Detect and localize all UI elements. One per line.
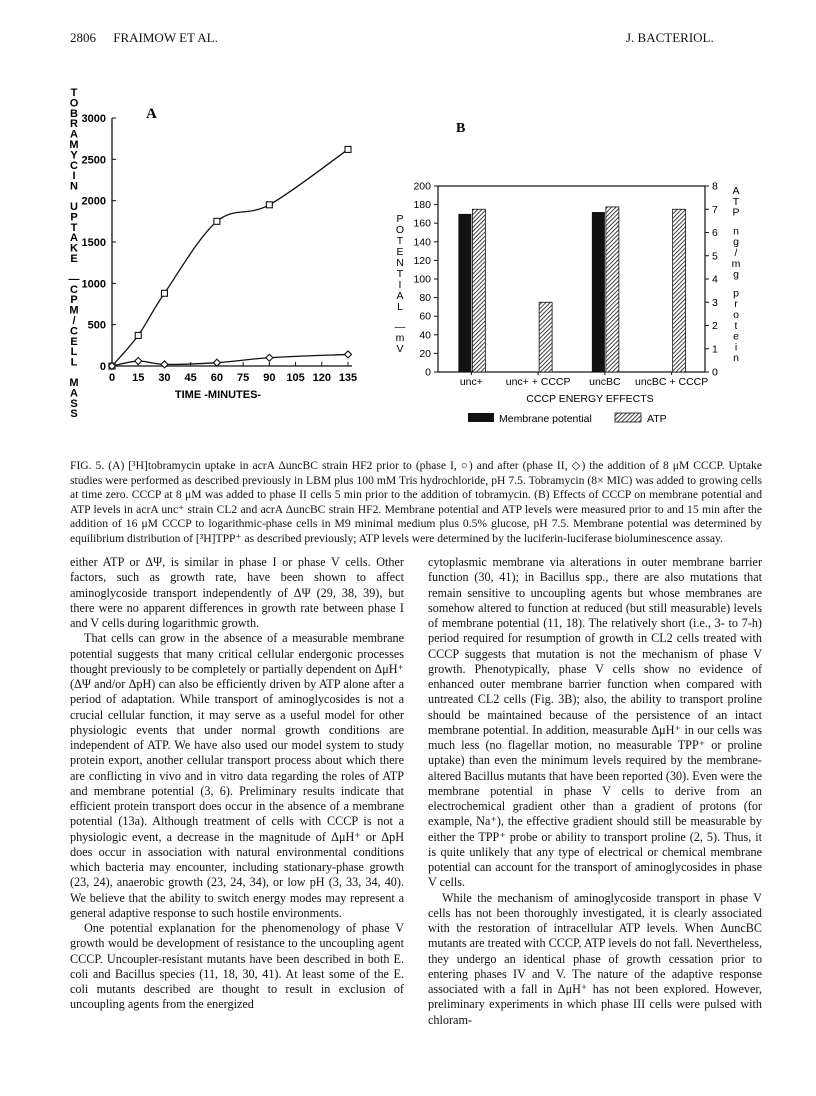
- ylabel-letter: —: [394, 321, 406, 333]
- y2-tick-label: 8: [712, 180, 718, 193]
- paragraph: One potential explanation for the phenomenology of phase V growth would be development of resistance to the uncoupling agent CCCP. Uncoupler-resistant mutants have been described in both E. coli and Bacillus species (11, 18, 30, 41). At least some of the E. coli mutants described are thought to result in exclusion of uncoupling agents from the energized: [70, 921, 404, 1012]
- ylabel-letter: M: [69, 304, 79, 317]
- y-tick-label: 0: [99, 361, 106, 373]
- panel-a-ylabel: [69, 87, 80, 420]
- ylabel-letter: U: [70, 201, 78, 213]
- ylabel-letter: T: [70, 221, 78, 234]
- y-tick-label: 500: [87, 319, 106, 332]
- y-tick-label: 2000: [81, 195, 106, 208]
- ylabel-letter: A: [70, 128, 78, 141]
- legend-swatch-atp: [615, 413, 641, 422]
- y2label-letter: n: [733, 352, 739, 365]
- y2label-letter: t: [734, 319, 738, 332]
- y2label-letter: g: [733, 236, 739, 249]
- ylabel-letter: N: [70, 180, 78, 193]
- y2-tick-label: 7: [712, 203, 718, 216]
- x-tick-label: 15: [132, 372, 145, 384]
- y2label-letter: o: [733, 309, 739, 321]
- ylabel-letter: P: [396, 213, 404, 225]
- x-tick-label: 120: [312, 372, 331, 384]
- panel-b-y2label: [732, 185, 741, 364]
- ylabel-letter: I: [72, 170, 76, 183]
- journal-name: J. BACTERIOL.: [626, 30, 714, 45]
- bar-membrane-potential: [592, 212, 605, 372]
- y2label-letter: P: [732, 206, 740, 219]
- data-point: [135, 332, 141, 338]
- series-line-1: [112, 354, 348, 366]
- x-tick-label: 90: [263, 372, 276, 384]
- y2label-letter: r: [734, 298, 738, 311]
- ylabel-letter: E: [70, 335, 78, 348]
- figure-panel-b: [390, 110, 750, 440]
- ylabel-letter: m: [395, 332, 405, 344]
- y2-tick-label: 6: [712, 227, 718, 239]
- y-tick-label: 1000: [81, 278, 106, 291]
- paragraph: cytoplasmic membrane via alterations in outer membrane barrier function (30, 41); in Bacillus spp., there are also mutations that remain sensitive to uncoupling agents but whose membranes are somehow altered to function at reduced (but still measurable) levels of membrane potential (11, 18). The relatively short (i.e., 3- to 7-h) period required for resumption of growth in CL2 cells treated with CCCP suggests that mutation is not the mechanism of phase V growth. Phenotypically, phase V cells show no evidence of enhanced outer membrane barrier function when compared with untreated CL2 cells (Fig. 3B); also, the ability to transport proline should be maintained because of the persistence of an intact membrane potential. In addition, measurable ΔμH⁺ in our cells was much less (no flagellar motion, no measurable TPP⁺ or proline uptake) than even the minimum levels required by the membrane-altered Bacillus mutants that have been reported (30). Even were the membrane potential in phase V cells to derive from an electrochemical gradient other than a gradient of protons (for example, Na⁺), the effective gradient should still be measurable by either the TPP⁺ probe or ability to transport proline (2, 5). Thus, it is quite unlikely that any type of electrical or chemical membrane potential can account for the transport of aminoglycosides in phase V cells.: [428, 555, 763, 890]
- paragraph: That cells can grow in the absence of a measurable membrane potential suggests that many critical cellular endergonic processes thought previously to be completely or partially dependent on ΔμH⁺ (ΔΨ and/or ΔpH) can also be efficiently driven by ATP alone after a period of adaptation. While transport of aminoglycosides is not a crucial cellular function, it may serve as a useful model for other physiologic events that under normal growth conditions are independent of ATP. We have also used our model system to study protein export, another cellular transport process about which there are conflicting in vivo and in vitro data regarding the roles of ATP and membrane potential (3, 6). Preliminary results indicate that efficient protein transport does occur in the absence of a membrane potential (13a). Although treatment of cells with CCCP is not a physiologic event, a decrease in the magnitude of ΔμH⁺ or ΔpH does occur in association with natural environmental conditions which bacteria may encounter, including stationary-phase growth (23, 24), anaerobic growth (23, 24, 34), or low pH (3, 33, 34, 40). We believe that the ability to switch energy modes may represent a general adaptive response to such hostile environments.: [70, 631, 404, 920]
- data-point: [135, 358, 142, 365]
- ylabel-letter: P: [70, 211, 78, 224]
- y2label-letter: e: [733, 330, 739, 343]
- data-point: [345, 146, 351, 152]
- y-tick-label: 140: [413, 236, 431, 249]
- category-label: unc+ + CCCP: [505, 376, 571, 388]
- ylabel-letter: S: [70, 397, 78, 410]
- ylabel-letter: T: [396, 268, 404, 280]
- data-point: [345, 351, 352, 358]
- panel-b-bars: [458, 207, 685, 372]
- running-header: [70, 30, 232, 46]
- data-point: [161, 290, 167, 296]
- ylabel-letter: T: [396, 235, 404, 247]
- data-point: [266, 354, 273, 361]
- ylabel-letter: S: [70, 408, 78, 421]
- y-tick-label: 80: [419, 292, 431, 305]
- ylabel-letter: E: [70, 253, 78, 265]
- ylabel-letter: /: [72, 315, 76, 327]
- y-tick-label: 3000: [81, 113, 106, 125]
- ylabel-letter: N: [396, 257, 404, 269]
- y2-tick-label: 2: [712, 320, 718, 332]
- ylabel-letter: I: [398, 279, 402, 291]
- y2label-letter: p: [733, 287, 739, 300]
- panel-a-series: [109, 146, 352, 369]
- ylabel-letter: L: [397, 301, 403, 313]
- ylabel-letter: L: [70, 346, 78, 359]
- y2-tick-label: 3: [712, 296, 718, 309]
- y2label-letter: n: [733, 225, 739, 238]
- paragraph: either ATP or ΔΨ, is similar in phase I or phase V cells. Other factors, such as growth rate, have been shown to affect aminoglycoside transport independently of ΔΨ (29, 38, 39), but there were no apparent differences in growth rate between phase I and V cells during logarithmic growth.: [70, 555, 404, 630]
- bar-atp: [673, 209, 686, 372]
- bar-membrane-potential: [458, 214, 471, 372]
- panel-b-label: B: [456, 121, 466, 136]
- y2label-letter: /: [734, 247, 738, 259]
- y-tick-label: 200: [413, 180, 431, 193]
- body-column-left: [70, 555, 404, 1013]
- ylabel-letter: E: [396, 246, 404, 258]
- legend-swatch-membrane: [468, 413, 494, 422]
- data-point: [214, 218, 220, 224]
- y-tick-label: 40: [419, 329, 431, 342]
- x-tick-label: 105: [286, 372, 305, 384]
- paragraph: While the mechanism of aminoglycoside transport in phase V cells has not been thoroughly investigated, it is clearly associated with the restoration of intracellular ATP levels. When ΔuncBC mutants are treated with CCCP, ATP levels do not fall. Nevertheless, they undergo an identical phase of growth cessation prior to entering phases IV and V. The nature of the adaptive response associated with a fall in ΔμH⁺ has not been explored. However, preliminary experiments in which phase III cells were pulsed with chloram-: [428, 890, 762, 1027]
- category-label: uncBC: [589, 376, 621, 388]
- y-tick-label: 160: [413, 217, 431, 230]
- panel-b-xlabel: CCCP ENERGY EFFECTS: [526, 393, 654, 405]
- legend-label-atp: ATP: [647, 413, 667, 425]
- bar-atp: [606, 207, 619, 372]
- panel-b-ylabel: [395, 213, 406, 355]
- y-tick-label: 20: [419, 347, 431, 360]
- ylabel-letter: —: [68, 273, 80, 286]
- ylabel-letter: C: [70, 325, 78, 338]
- ylabel-letter: L: [70, 356, 78, 369]
- ylabel-letter: T: [70, 87, 78, 99]
- bar-atp: [539, 302, 552, 372]
- figure-panel-a: [60, 87, 420, 421]
- ylabel-letter: V: [396, 343, 404, 355]
- category-label: unc+: [459, 376, 483, 388]
- figure-caption: FIG. 5. (A) [³H]tobramycin uptake in acrA ΔuncBC strain HF2 prior to (phase I, ○) and after (phase II, ◇) the addition of 8 μM CCCP. Uptake studies were performed as described previously in LBM plus 100 mM Tris hydrochloride, pH 7.5. Tobramycin (8× MIC) was added to growing cells at time zero. CCCP at 8 μM was added to phase II cells 5 min prior to the addition of tobramycin. (B) Effects of CCCP on membrane potential and ATP levels in acrA unc⁺ strain CL2 and acrA ΔuncBC strain HF2. Membrane potential and ATP levels were measured prior to and 15 min after the addition of 16 μM CCCP to logarithmic-phase cells in M9 minimal medium plus 0.5% glucose, pH 7.5. Membrane potential was determined by equilibrium distribution of [³H]TPP⁺ as described previously; ATP levels were determined by the luciferin-luciferase bioluminescence assay.: [70, 459, 762, 545]
- y-tick-label: 0: [425, 366, 431, 379]
- y-tick-label: 120: [413, 254, 431, 267]
- ylabel-letter: C: [70, 159, 78, 172]
- y-tick-label: 100: [413, 273, 431, 286]
- panel-b-categories: [460, 372, 708, 388]
- y2label-letter: m: [731, 257, 741, 270]
- series-line-0: [112, 149, 348, 366]
- ylabel-letter: O: [395, 224, 405, 236]
- x-tick-label: 75: [236, 372, 250, 384]
- y2label-letter: A: [732, 185, 740, 197]
- bar-atp: [472, 209, 485, 372]
- page-number: 2806: [70, 30, 96, 45]
- legend: [468, 413, 667, 425]
- ylabel-letter: Y: [70, 149, 78, 162]
- y2label-letter: g: [733, 268, 739, 281]
- ylabel-letter: O: [69, 97, 79, 110]
- panel-a-axes: [112, 118, 352, 366]
- y-tick-label: 2500: [81, 154, 106, 167]
- x-tick-label: 45: [184, 372, 197, 384]
- y-tick-label: 60: [419, 310, 431, 323]
- panel-a-label: A: [146, 106, 157, 122]
- data-point: [161, 361, 168, 368]
- data-point: [213, 359, 220, 366]
- body-column-right: [428, 555, 762, 1028]
- y2-tick-label: 4: [712, 273, 718, 286]
- panel-a-xlabel: TIME -MINUTES-: [174, 389, 262, 401]
- ylabel-letter: A: [70, 387, 78, 400]
- y2-tick-label: 5: [712, 250, 718, 263]
- ylabel-letter: K: [70, 242, 78, 255]
- ylabel-letter: C: [70, 283, 78, 296]
- x-tick-label: 30: [158, 372, 171, 384]
- y-tick-label: 180: [413, 199, 431, 212]
- data-point: [266, 202, 272, 208]
- ylabel-letter: P: [70, 294, 78, 307]
- x-tick-label: 0: [108, 372, 116, 384]
- y2-tick-label: 0: [712, 366, 718, 379]
- legend-label-membrane: Membrane potential: [499, 413, 592, 425]
- y2-tick-label: 1: [712, 343, 718, 356]
- y2label-letter: i: [734, 341, 738, 354]
- panel-a-ticks: [82, 113, 358, 384]
- category-label: uncBC + CCCP: [635, 376, 709, 388]
- x-tick-label: 135: [338, 372, 358, 384]
- y2label-letter: T: [732, 195, 740, 208]
- ylabel-letter: A: [70, 232, 78, 245]
- ylabel-letter: R: [70, 118, 78, 131]
- running-authors: FRAIMOW ET AL.: [113, 30, 218, 45]
- x-tick-label: 60: [210, 372, 224, 384]
- ylabel-letter: B: [70, 107, 78, 120]
- ylabel-letter: M: [69, 377, 79, 389]
- ylabel-letter: A: [396, 290, 404, 302]
- ylabel-letter: M: [69, 139, 79, 151]
- y-tick-label: 1500: [81, 237, 106, 249]
